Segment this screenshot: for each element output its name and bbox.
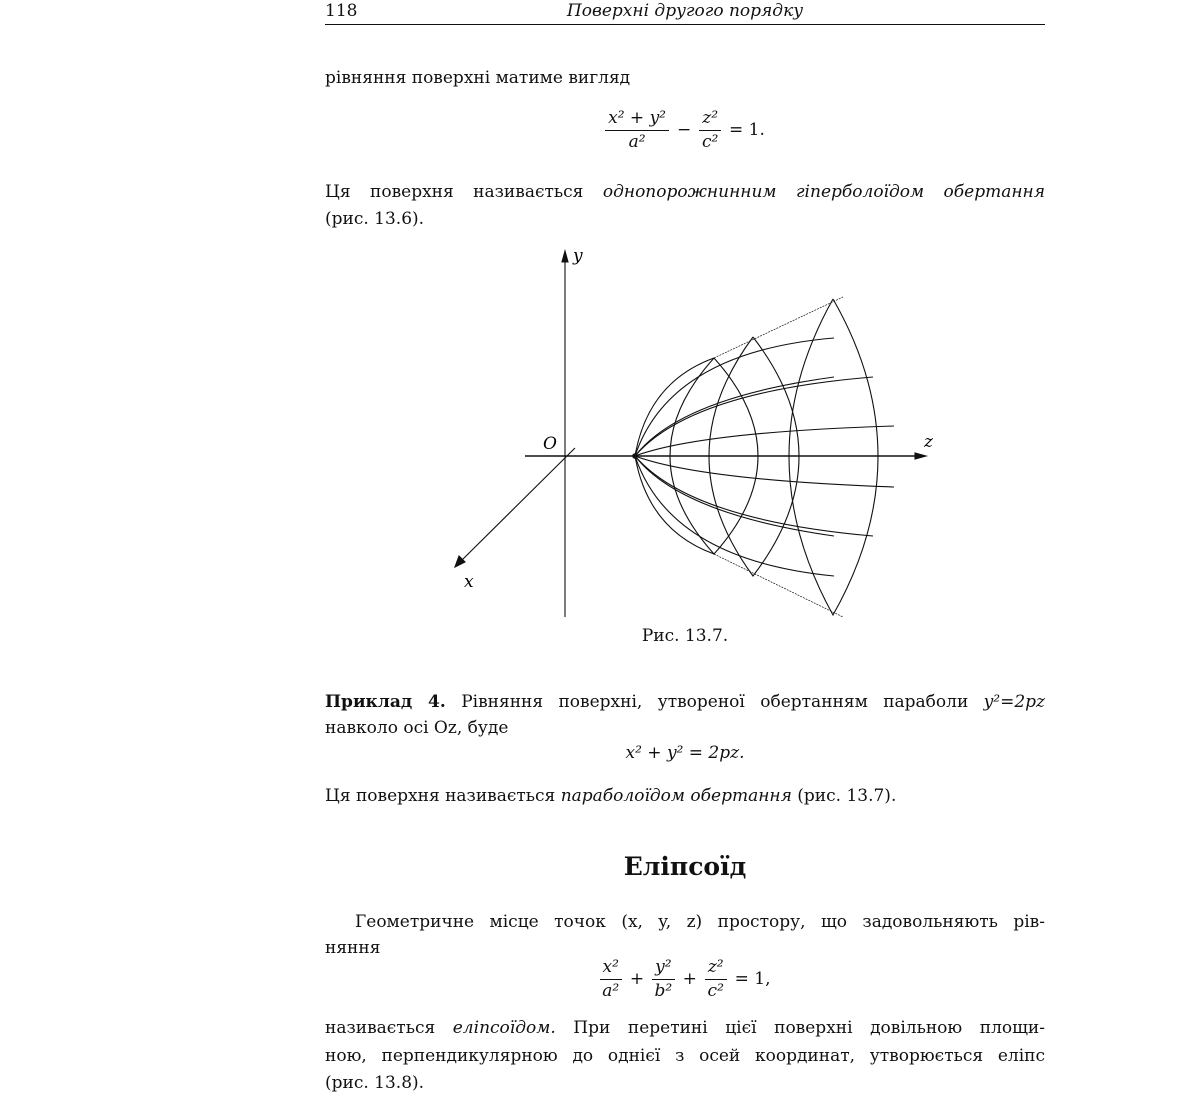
z-axis-arrow-icon bbox=[915, 453, 926, 459]
meridian bbox=[635, 377, 834, 456]
z-axis-label: z bbox=[924, 432, 933, 452]
numerator: z² bbox=[705, 957, 727, 980]
text: називається bbox=[325, 1018, 436, 1038]
operator: + bbox=[682, 968, 697, 989]
meridian bbox=[635, 456, 894, 487]
page-number: 118 bbox=[325, 1, 358, 21]
meridian bbox=[635, 456, 834, 576]
text: При перетині цієї поверхні довільною площи- bbox=[573, 1018, 1046, 1038]
formula-inline: y²=2pz bbox=[983, 692, 1045, 712]
vertex-point bbox=[632, 453, 638, 459]
denominator: c² bbox=[701, 132, 719, 152]
y-axis-arrow-icon bbox=[562, 251, 568, 262]
paragraph-line: Геометричне місце точок (x, y, z) простору, що задовольняють рів- bbox=[355, 912, 1045, 932]
text: Ця поверхня називається bbox=[325, 182, 584, 202]
meridian bbox=[635, 426, 894, 456]
example-line bbox=[325, 691, 1045, 713]
paragraph-line bbox=[325, 785, 1045, 807]
figure-caption: Рис. 13.7. bbox=[641, 626, 729, 646]
paragraph-line: навколо осі Oz, буде bbox=[325, 718, 509, 738]
text: Ця поверхня називається bbox=[325, 786, 556, 806]
meridian bbox=[635, 456, 834, 536]
example-label: Приклад 4. bbox=[325, 692, 446, 712]
operator: − bbox=[676, 119, 692, 140]
paragraph-line: (рис. 13.6). bbox=[325, 209, 425, 229]
paragraph-line bbox=[325, 1017, 1045, 1039]
paragraph-text: рівняння поверхні матиме вигляд bbox=[325, 68, 631, 88]
envelope-bottom-extension bbox=[714, 554, 843, 617]
denominator: c² bbox=[707, 981, 724, 1001]
paragraph-line: (рис. 13.8). bbox=[325, 1073, 425, 1093]
denominator: a² bbox=[602, 981, 620, 1001]
meridian bbox=[635, 338, 834, 456]
term-italic: однопорожнинним гіперболоїдом обертання bbox=[602, 182, 1046, 202]
equation-rhs: = 1, bbox=[734, 968, 771, 989]
envelope-top-extension bbox=[714, 297, 843, 358]
paragraph-line: ною, перпендикулярною до однієї з осей координат, утворюється еліпс bbox=[325, 1046, 1045, 1066]
y-axis-label: y bbox=[573, 246, 583, 266]
numerator: y² bbox=[652, 957, 674, 980]
equation-rhs: = 1. bbox=[729, 119, 765, 140]
numerator: z² bbox=[699, 108, 721, 131]
numerator: x² + y² bbox=[605, 108, 669, 131]
section-title: Еліпсоїд bbox=[623, 852, 747, 881]
equation-paraboloid: x² + y² = 2pz. bbox=[625, 743, 745, 763]
x-axis-arrow-icon bbox=[455, 556, 465, 567]
text: Рівняння поверхні, утвореної обертанням параболи bbox=[461, 692, 969, 712]
term-italic: параболоїдом обертання bbox=[560, 786, 792, 806]
equation-ellipsoid bbox=[325, 957, 1045, 1001]
text: (рис. 13.7). bbox=[797, 786, 897, 806]
denominator: a² bbox=[628, 132, 646, 152]
operator: + bbox=[629, 968, 645, 989]
section-ring bbox=[789, 299, 878, 615]
numerator: x² bbox=[600, 957, 622, 980]
denominator: b² bbox=[654, 981, 673, 1001]
running-title: Поверхні другого порядку bbox=[566, 1, 804, 21]
x-axis-label: x bbox=[464, 572, 474, 592]
x-axis bbox=[460, 448, 575, 562]
paragraph-line: няння bbox=[325, 938, 381, 958]
term-italic: еліпсоїдом. bbox=[452, 1018, 556, 1038]
origin-label: O bbox=[543, 434, 557, 454]
